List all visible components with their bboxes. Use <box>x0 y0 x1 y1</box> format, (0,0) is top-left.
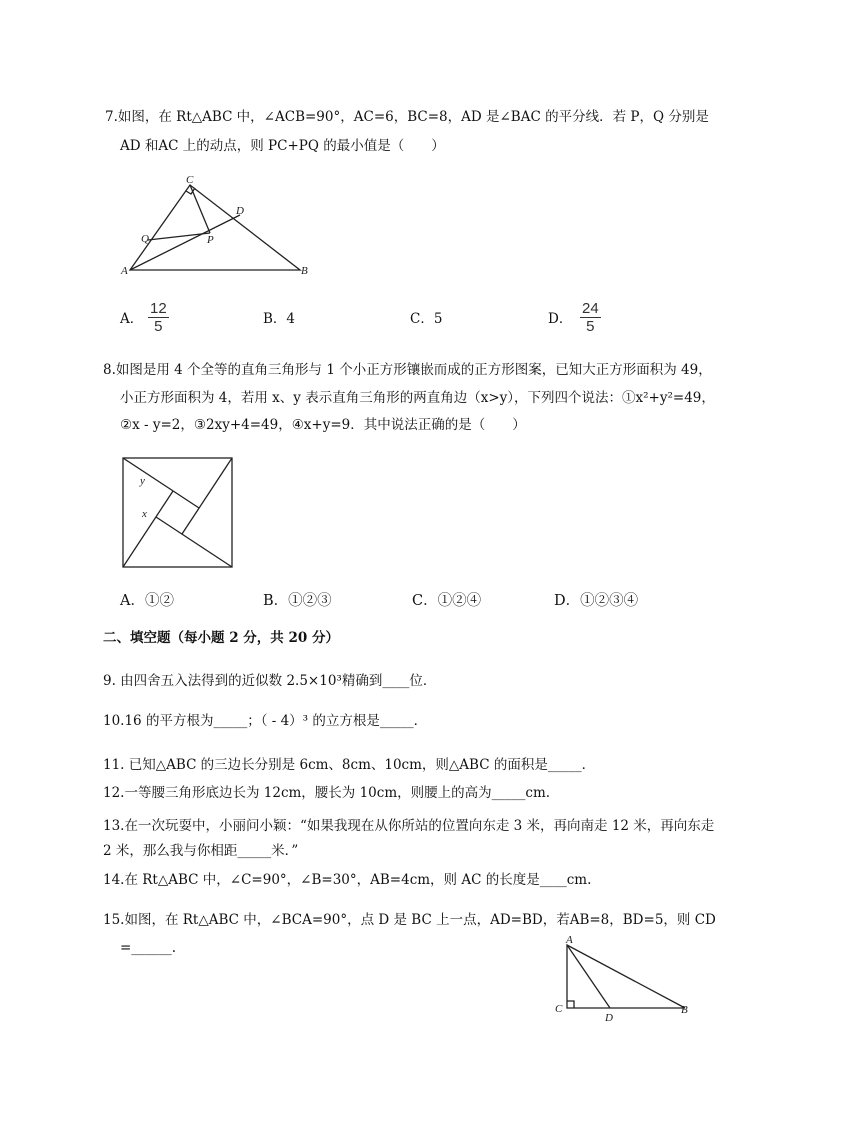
numerator: 24 <box>582 300 599 317</box>
section-heading-fill-in: 二、填空题（每小题 2 分，共 20 分） <box>103 630 339 646</box>
q7-label-a: A <box>121 265 128 277</box>
q13-text-line2: 2 米，那么我与你相距_____米．” <box>103 843 299 859</box>
q15-text-line2: =______. <box>120 940 177 956</box>
q7-option-a-fraction <box>148 300 169 335</box>
q8-text-line3: ②x - y=2，③2xy+4=49，④x+y=9．其中说法正确的是（ ） <box>120 417 526 433</box>
q7-option-c: C．5 <box>410 311 443 327</box>
q15-label-a: A <box>566 934 573 946</box>
q7-text-line1: 7.如图，在 Rt△ABC 中，∠ACB=90°，AC=6，BC=8，AD 是∠BAC 的平分线．若 P，Q 分别是 <box>105 109 709 125</box>
q12-text: 12.一等腰三角形底边长为 12cm，腰长为 10cm，则腰上的高为_____cm. <box>103 785 551 801</box>
q15-label-c: C <box>555 1003 563 1015</box>
q7-label-b: B <box>301 265 308 277</box>
q7-label-c: C <box>186 174 194 186</box>
q7-label-d: D <box>236 205 244 217</box>
q7-option-b: B．4 <box>263 311 296 327</box>
q15-label-b: B <box>681 1004 688 1016</box>
q8-label-x: x <box>142 508 147 520</box>
q8-option-c: C．①②④ <box>412 593 482 609</box>
q7-text-line2: AD 和AC 上的动点，则 PC+PQ 的最小值是（ ） <box>120 138 445 154</box>
q8-label-y: y <box>140 475 145 487</box>
denominator: 5 <box>586 318 595 335</box>
q9-text: 9. 由四舍五入法得到的近似数 2.5×10³精确到____位． <box>103 673 437 689</box>
q7-option-d-fraction <box>580 300 601 335</box>
q15-text-line1: 15.如图，在 Rt△ABC 中，∠BCA=90°，点 D 是 BC 上一点，AD=BD，若AB=8，BD=5，则 CD <box>103 912 716 928</box>
q8-option-a: A．①② <box>120 593 174 609</box>
q7-label-q: Q <box>141 233 149 245</box>
q7-option-d-label: D． <box>548 311 573 327</box>
q7-label-p: P <box>207 234 214 246</box>
q13-text-line1: 13.在一次玩耍中，小丽问小颖：“如果我现在从你所站的位置向东走 3 米，再向南走 12 米，再向东走 <box>103 818 715 834</box>
q8-text-line2: 小正方形面积为 4，若用 x、y 表示直角三角形的两直角边（x>y），下列四个说法：①x²+y²=49， <box>120 390 715 406</box>
q8-text-line1: 8.如图是用 4 个全等的直角三角形与 1 个小正方形镶嵌而成的正方形图案，已知大正方形面积为 49， <box>103 362 712 378</box>
q7-option-a-label: A． <box>120 311 144 327</box>
q8-option-b: B．①②③ <box>263 593 332 609</box>
q8-option-d: D．①②③④ <box>554 593 639 609</box>
numerator: 12 <box>150 300 167 317</box>
q10-text: 10.16 的平方根为_____；（ - 4）³ 的立方根是_____． <box>103 713 428 729</box>
q11-text: 11. 已知△ABC 的三边长分别是 6cm、8cm、10cm，则△ABC 的面积是_____． <box>103 757 596 773</box>
q15-label-d: D <box>605 1012 613 1024</box>
q14-text: 14.在 Rt△ABC 中，∠C=90°，∠B=30°，AB=4cm，则 AC 的长度是____cm. <box>103 872 592 888</box>
q15-triangle-figure <box>567 945 685 1008</box>
denominator: 5 <box>154 318 163 335</box>
